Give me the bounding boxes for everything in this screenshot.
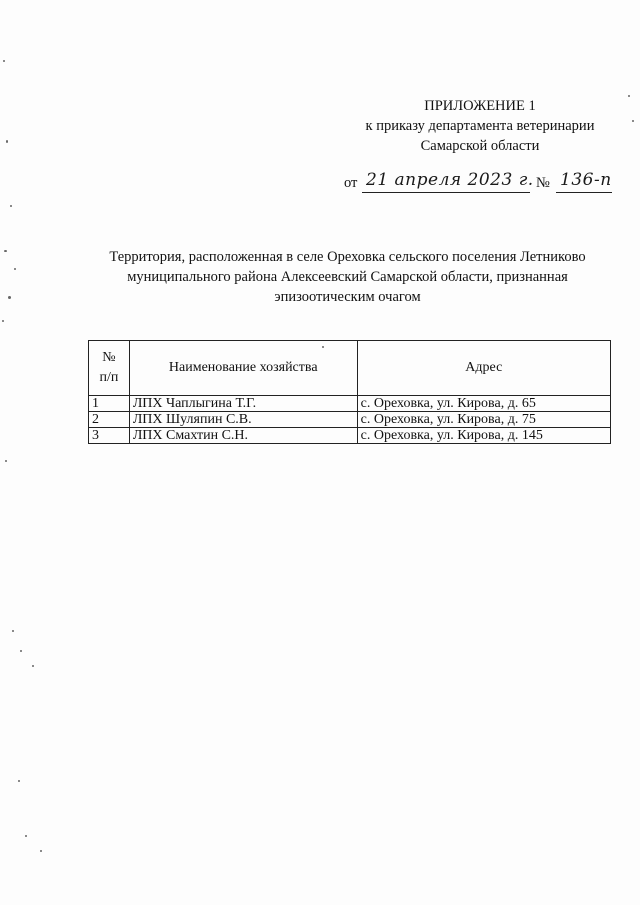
number-underline (556, 192, 612, 193)
header-address: Адрес (357, 341, 610, 396)
title-line-3: эпизоотическим очагом (274, 289, 421, 305)
order-reference: к приказу департамента ветеринарии (365, 118, 595, 134)
table-row (89, 428, 611, 444)
appendix-heading (330, 96, 630, 156)
header-number-sign: № (102, 350, 116, 365)
scan-speck (10, 205, 12, 207)
table-row (89, 412, 611, 428)
number-label: № (536, 175, 550, 191)
table-row (89, 396, 611, 412)
authority-name: Самарской области (420, 138, 540, 154)
scan-speck (3, 60, 5, 62)
header-number (89, 341, 130, 396)
scan-speck (20, 650, 22, 652)
row-number: 1 (89, 396, 130, 412)
scan-speck (18, 780, 20, 782)
row-number: 2 (89, 412, 130, 428)
document-title (80, 247, 615, 307)
scan-speck (32, 665, 34, 667)
handwritten-number: 136-п (560, 170, 612, 190)
farm-address: с. Ореховка, ул. Кирова, д. 75 (357, 412, 610, 428)
scan-speck (5, 460, 7, 462)
scan-speck (6, 140, 8, 143)
appendix-title: ПРИЛОЖЕНИЕ 1 (424, 98, 536, 114)
scan-speck (2, 320, 4, 322)
title-line-1: Территория, расположенная в селе Ореховка сельского поселения Летниково (109, 249, 586, 265)
farm-address: с. Ореховка, ул. Кирова, д. 65 (357, 396, 610, 412)
header-farm-name: Наименование хозяйства (129, 341, 357, 396)
order-date-line (344, 172, 614, 196)
header-number-abbr: п/п (99, 370, 119, 385)
farm-name: ЛПХ Шуляпин С.В. (129, 412, 357, 428)
scan-speck (40, 850, 42, 852)
farms-table (88, 340, 611, 444)
farm-name: ЛПХ Смахтин С.Н. (129, 428, 357, 444)
scan-speck (25, 835, 27, 837)
scan-speck (12, 630, 14, 632)
row-number: 3 (89, 428, 130, 444)
date-underline (362, 192, 530, 193)
farm-address: с. Ореховка, ул. Кирова, д. 145 (357, 428, 610, 444)
from-label: от (344, 175, 358, 191)
scan-speck (14, 268, 16, 270)
title-line-2: муниципального района Алексеевский Самарской области, признанная (127, 269, 568, 285)
scan-speck (8, 296, 11, 299)
scan-speck (4, 250, 7, 252)
table-header-row (89, 341, 611, 396)
handwritten-date: 21 апреля 2023 г. (366, 170, 534, 190)
scan-speck (632, 120, 634, 122)
farm-name: ЛПХ Чаплыгина Т.Г. (129, 396, 357, 412)
